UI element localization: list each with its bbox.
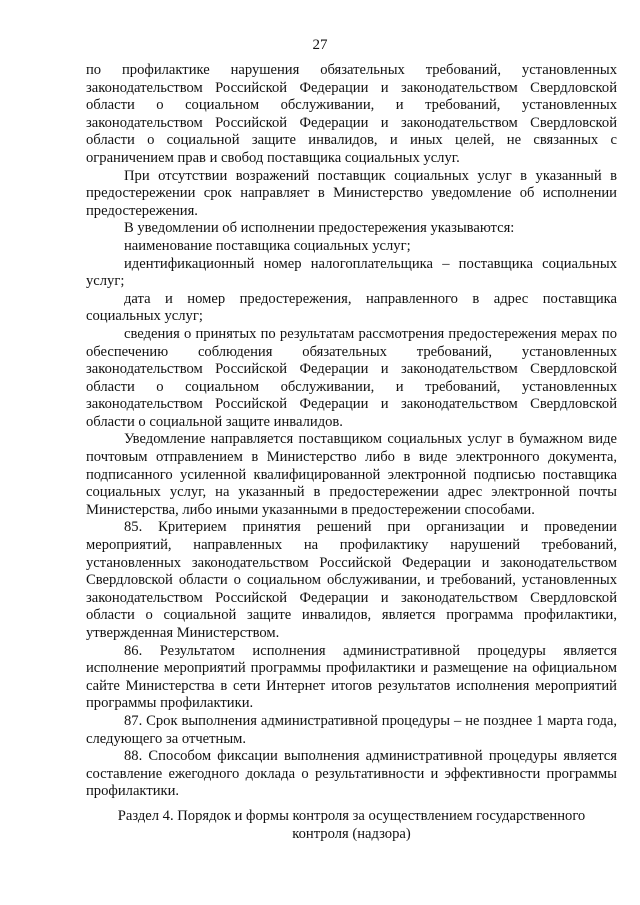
section-heading-line-2: контроля (надзора) (292, 826, 411, 842)
section-heading (86, 807, 617, 843)
section-heading-line-1: Раздел 4. Порядок и формы контроля за осуществлением государственного (117, 808, 586, 824)
page-number: 27 (312, 37, 328, 53)
list-item-measures-taken: сведения о принятых по результатам рассмотрения предостережения мерах по обеспечению соблюдения обязательных требований, установленных законодательством Российской Федерации и законодательством Свердловской области о социальном обслуживании, и требований, установленных законодательством Российской Федерации и законодательством Свердловской области о социальной защите инвалидов. (86, 325, 617, 430)
list-item-warning-date-number: дата и номер предостережения, направленного в адрес поставщика социальных услуг; (86, 290, 617, 325)
paragraph-86: 86. Результатом исполнения административной процедуры является исполнение мероприятий программы профилактики и размещение на официальном сайте Министерства в сети Интернет итогов результатов исполнения мероприятий программы профилактики. (86, 642, 617, 712)
paragraph-notice-delivery: Уведомление направляется поставщиком социальных услуг в бумажном виде почтовым отправлением в Министерство либо в виде электронного документа, подписанного усиленной квалифицированной электронной подписью поставщика социальных услуг, на указанный в предостережении адрес электронной почты Министерства, либо иными указанными в предостережении способами. (86, 431, 617, 518)
list-item-provider-name: наименование поставщика социальных услуг; (124, 237, 411, 254)
paragraph-continuation: по профилактике нарушения обязательных требований, установленных законодательством Российской Федерации и законодательством Свердловской области о социальном обслуживании, и требований, установленных законодательством Российской Федерации и законодательством Свердловской области о социальной защите инвалидов, и иных целей, не связанных с ограничением прав и свобод поставщика социальных услуг. (86, 62, 617, 166)
list-item-tax-id: идентификационный номер налогоплательщика – поставщика социальных услуг; (86, 255, 617, 290)
paragraph-no-objection: При отсутствии возражений поставщик социальных услуг в указанный в предостережении срок направляет в Министерство уведомление об исполнении предостережения. (86, 167, 617, 219)
paragraph-notice-contents: В уведомлении об исполнении предостережения указываются: (124, 220, 515, 237)
paragraph-87: 87. Срок выполнения административной процедуры – не позднее 1 марта года, следующего за отчетным. (86, 712, 617, 747)
document-body (86, 62, 617, 801)
paragraph-85: 85. Критерием принятия решений при организации и проведении мероприятий, направленных на профилактику нарушений требований, установленных законодательством Российской Федерации и законодательством Свердловской области о социальном обслуживании, и требований, установленных законодательством Российской Федерации и законодательством Свердловской области о социальной защите инвалидов, является программа профилактики, утвержденная Министерством. (86, 519, 617, 641)
paragraph-88: 88. Способом фиксации выполнения административной процедуры является составление ежегодного доклада о результативности и эффективности программы профилактики. (86, 748, 617, 800)
